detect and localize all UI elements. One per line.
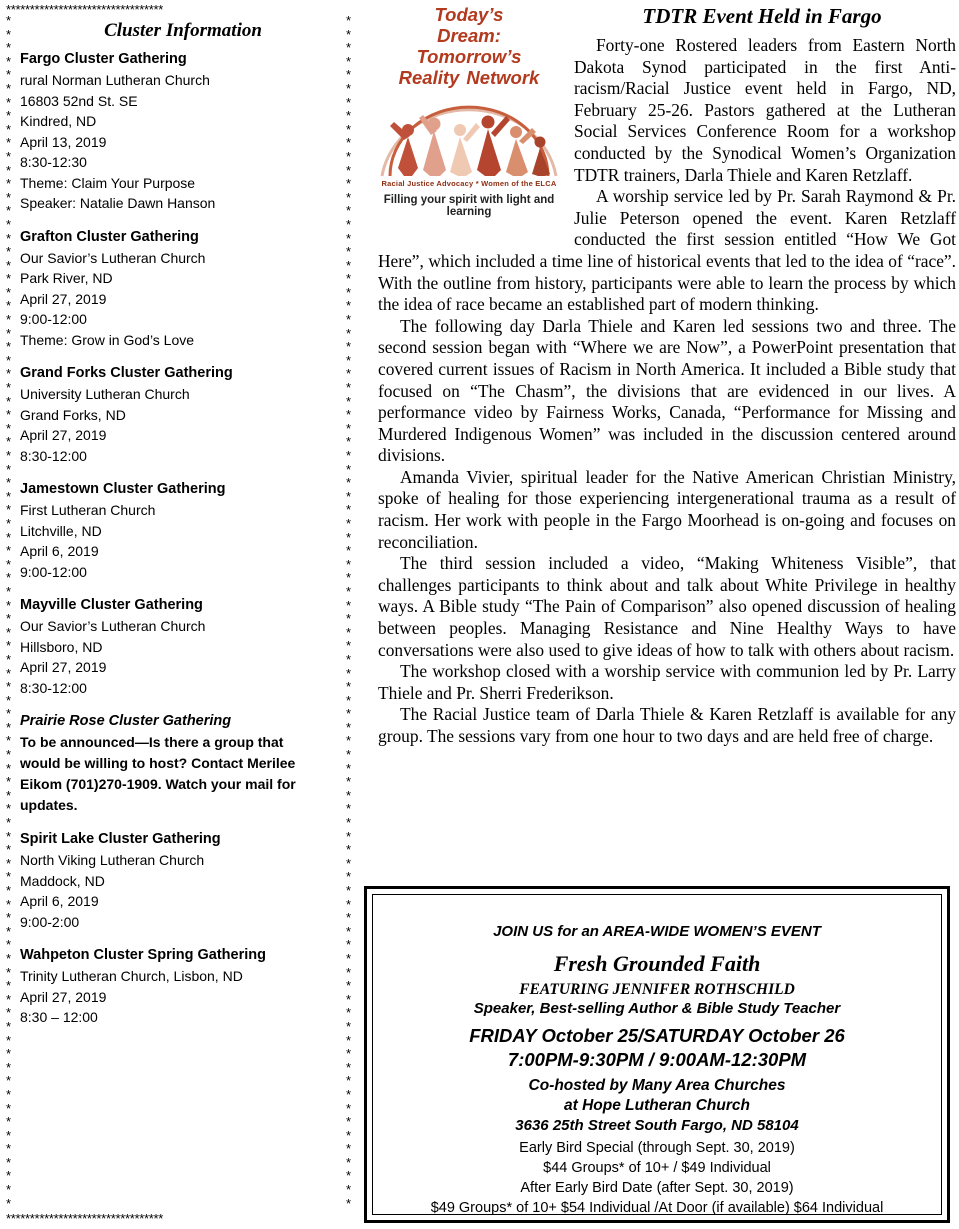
cluster-name: Spirit Lake Cluster Gathering (20, 831, 221, 847)
cluster-block (20, 49, 346, 214)
article-paragraph: The third session included a video, “Making Whiteness Visible”, that challenges participants to think about and talk about White Privilege in healthy ways. A Bible study “The Pain of Comparison” also opened discussion of healing between peoples. Managing Resistance and Nine Healthy Ways to have conversations were also used to give ideas of how to talk with others about racism. (378, 553, 956, 660)
event-join-line: JOIN US for an AREA-WIDE WOMEN’S EVENT (493, 923, 821, 940)
event-price-line: Early Bird Special (through Sept. 30, 2019) (519, 1140, 795, 1156)
cluster-detail-line: To be announced—Is there a group that (20, 734, 284, 750)
event-announcement-inner (372, 894, 942, 1215)
cluster-detail-line: Litchville, ND (20, 522, 102, 539)
logo-line-2: Dream: (437, 25, 501, 46)
cluster-detail-line: Trinity Lutheran Church, Lisbon, ND (20, 968, 243, 984)
cluster-detail-line: Maddock, ND (20, 872, 105, 889)
cluster-detail-line: Theme: Claim Your Purpose (20, 174, 196, 191)
article-paragraph: The following day Darla Thiele and Karen led sessions two and three. The second session began with “Where we are Now”, a PowerPoint presentation that covered current issues of Racism in North America. It included a Bible study that focused on “The Chasm”, the divisions that are evidenced in our lives. A performance video by Fairness Works, Canada, “Performance for Missing and Murdered Indigenous Women” was included in the discussion centered around divisions. (378, 315, 956, 466)
cluster-detail-line: 8:30-12:00 (20, 679, 87, 696)
cluster-information-title: Cluster Information (104, 20, 262, 41)
cluster-block (20, 945, 346, 1028)
cluster-detail-line: updates. (20, 797, 78, 813)
star-border-bottom: ********************************* (6, 1213, 164, 1225)
event-featuring: FEATURING JENNIFER ROTHSCHILD (519, 981, 795, 998)
cluster-name: Grafton Cluster Gathering (20, 228, 199, 245)
cluster-detail-line: 9:00-2:00 (20, 913, 80, 930)
article-paragraph: The Racial Justice team of Darla Thiele & Karen Retzlaff is available for any group. The sessions vary from one hour to two days and are held free of charge. (378, 704, 956, 746)
cluster-detail-line: would be willing to host? Contact Merilee (20, 755, 296, 771)
cluster-detail-line: 9:00-12:00 (20, 311, 87, 327)
event-pricing (373, 1138, 941, 1218)
article-paragraph: Forty-one Rostered leaders from Eastern North Dakota Synod participated in the first Anti-racism/Racial Justice event held in Fargo, ND, February 25-26. Pastors gathered at the Lutheran Social Services Conference Room for a workshop conducted by the Synodical Women’s Organization TDTR trainers, Darla Thiele and Karen Retzlaff. (574, 35, 956, 185)
cluster-name: Fargo Cluster Gathering (20, 51, 187, 67)
cluster-block (20, 227, 346, 351)
star-border-left: * * * * * * * * * * * * * * * * * * * * * * * * * * * * * * * * * * * * * * * * * * * * * * * * * * * * * * * * * * * * * * * * * * * * * * * * * * * * * * * * * * * * * * * * (6, 14, 12, 1211)
event-price-line: $49 Groups* of 10+ $54 Individual /At Door (if available) $64 Individual (430, 1200, 884, 1216)
event-announcement-box (364, 886, 950, 1223)
event-cohost: Co-hosted by Many Area Churches (528, 1077, 786, 1094)
cluster-detail-line: Grand Forks, ND (20, 406, 126, 423)
cluster-detail-line: 8:30-12:30 (20, 154, 87, 170)
cluster-name: Grand Forks Cluster Gathering (20, 365, 233, 381)
logo-line-1: Today’s (434, 4, 504, 25)
logo-arc-tagline: Racial Justice Advocacy * Women of the ELCA (381, 179, 557, 188)
event-address: 3636 25th Street South Fargo, ND 58104 (515, 1117, 799, 1134)
cluster-detail-line: Park River, ND (20, 270, 113, 286)
article-paragraph: Amanda Vivier, spiritual leader for the Native American Christian Ministry, spoke of healing for those experiencing intergenerational trauma as a result of racism. Her work with people in the Fargo Moorhead is on-going and focuses on reconciliation. (378, 466, 956, 552)
cluster-detail-line: Speaker: Natalie Dawn Hanson (20, 195, 216, 211)
cluster-detail-line: rural Norman Lutheran Church (20, 72, 210, 88)
cluster-name: Jamestown Cluster Gathering (20, 481, 226, 497)
cluster-detail-line: April 13, 2019 (20, 133, 107, 150)
logo-line-3: Tomorrow’s (416, 46, 522, 67)
cluster-block (20, 711, 346, 816)
star-border-right: * * * * * * * * * * * * * * * * * * * * * * * * * * * * * * * * * * * * * * * * * * * * * * * * * * * * * * * * * * * * * * * * * * * * * * * * * * * * * * * * * * * * * * * * (346, 14, 352, 1211)
cluster-detail-line: Hillsboro, ND (20, 638, 103, 655)
cluster-detail-line: 8:30 – 12:00 (20, 1009, 98, 1025)
event-dates: FRIDAY October 25/SATURDAY October 26 (469, 1025, 845, 1046)
event-speaker-credentials: Speaker, Best-selling Author & Bible Study Teacher (473, 1000, 841, 1017)
cluster-detail-line: 16803 52nd St. SE (20, 92, 138, 109)
logo-bottom-tagline: Filling your spirit with light and learning (383, 194, 555, 218)
cluster-detail-line: April 6, 2019 (20, 543, 99, 559)
event-name: Fresh Grounded Faith (553, 951, 761, 976)
cluster-block (20, 479, 346, 582)
cluster-block (20, 829, 346, 932)
cluster-detail-line: Our Savior’s Lutheran Church (20, 249, 206, 266)
cluster-name: Wahpeton Cluster Spring Gathering (20, 947, 266, 963)
article-paragraph: The workshop closed with a worship service with communion led by Pr. Larry Thiele and Pr. Sherri Frederikson. (378, 661, 956, 703)
cluster-detail-line: April 27, 2019 (20, 659, 107, 675)
cluster-name: Mayville Cluster Gathering (20, 597, 203, 613)
cluster-block (20, 595, 346, 698)
cluster-detail-line: April 27, 2019 (20, 988, 107, 1005)
cluster-list (20, 20, 346, 1041)
cluster-detail-line: Eikom (701)270-1909. Watch your mail for (20, 776, 296, 792)
cluster-detail-line: 9:00-12:00 (20, 563, 87, 580)
cluster-information-panel (6, 4, 358, 1225)
logo-text-wrap-spacer (378, 35, 574, 243)
cluster-detail-line: 8:30-12:00 (20, 447, 87, 464)
article-paragraph: A worship service led by Pr. Sarah Raymond & Pr. Julie Peterson opened the event. Karen Retzlaff conducted the first session entitled “How We Got Here”, which included a time line of historical events that led to the idea of “race”. With the outline from history, participants were able to learn the process by which the idea of race became an established part of modern thinking. (378, 186, 956, 315)
logo-line-4: Reality (398, 67, 460, 88)
event-times: 7:00PM-9:30PM / 9:00AM-12:30PM (507, 1049, 807, 1070)
event-price-line: $44 Groups* of 10+ / $49 Individual (543, 1160, 771, 1176)
cluster-detail-line: Our Savior’s Lutheran Church (20, 618, 206, 634)
cluster-detail-line: First Lutheran Church (20, 502, 156, 518)
cluster-detail-line: North Viking Lutheran Church (20, 852, 205, 868)
article-body (378, 35, 956, 748)
star-border-top: ********************************* (6, 4, 164, 16)
cluster-detail-line: April 27, 2019 (20, 290, 107, 307)
article (378, 4, 956, 748)
cluster-detail-line: April 6, 2019 (20, 893, 99, 909)
cluster-detail-line: University Lutheran Church (20, 386, 190, 402)
cluster-detail-line: Kindred, ND (20, 113, 97, 129)
cluster-detail-line: Theme: Grow in God’s Love (20, 331, 195, 348)
cluster-detail-line: April 27, 2019 (20, 427, 107, 443)
article-title: TDTR Event Held in Fargo (642, 4, 882, 28)
event-venue: at Hope Lutheran Church (563, 1097, 750, 1114)
logo-line-5: Network (466, 67, 540, 88)
event-price-line: After Early Bird Date (after Sept. 30, 2019) (520, 1180, 794, 1196)
cluster-name: Prairie Rose Cluster Gathering (20, 713, 232, 729)
cluster-block (20, 363, 346, 466)
